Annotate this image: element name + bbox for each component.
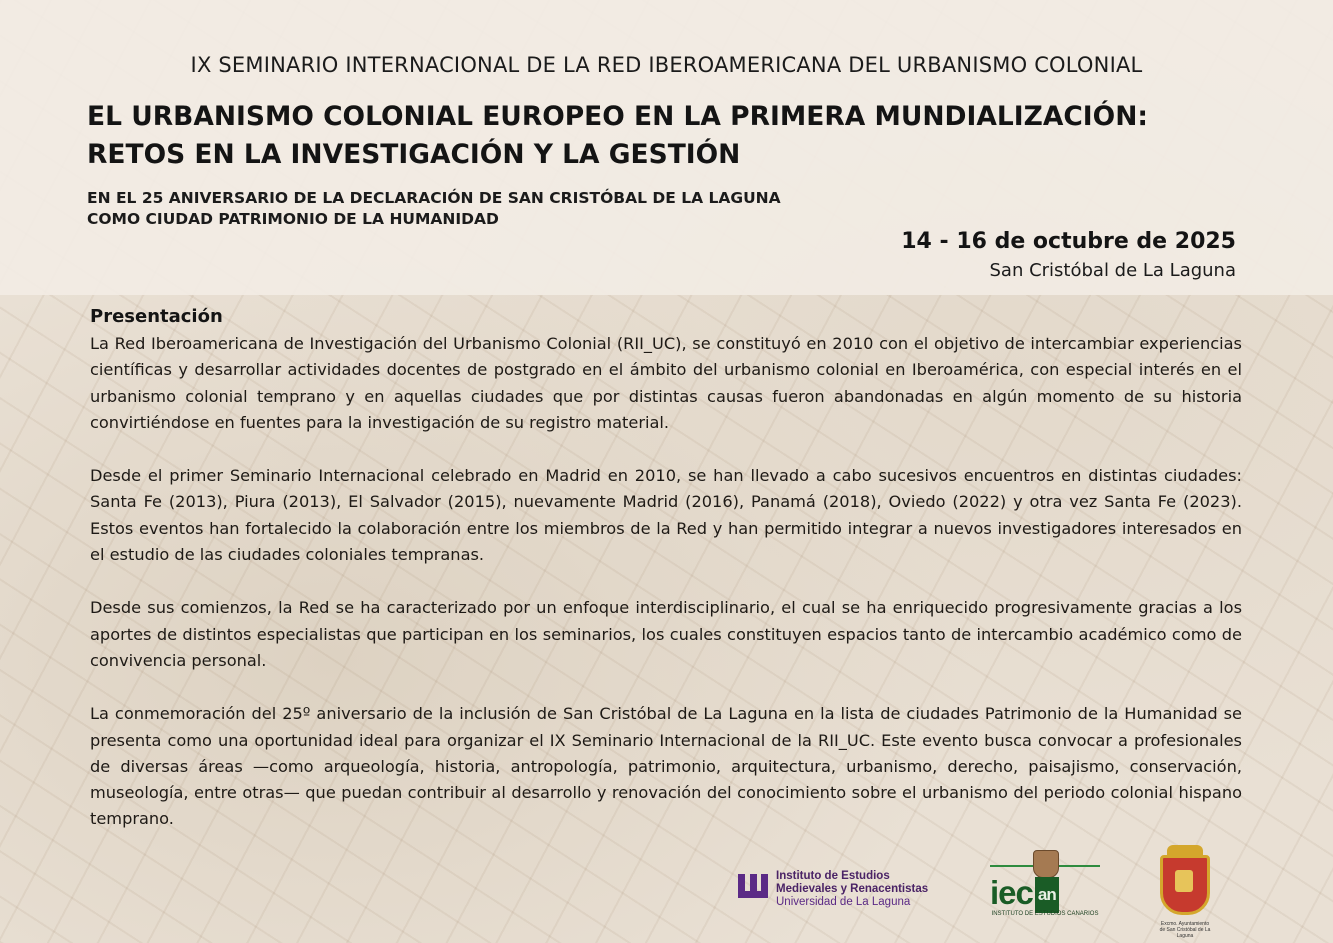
iemyr-university: Universidad de La Laguna (776, 896, 911, 908)
presentation-section (90, 306, 1242, 860)
subtitle-line-1: EN EL 25 ANIVERSARIO DE LA DECLARACIÓN DE SAN CRISTÓBAL DE LA LAGUNA (87, 189, 781, 207)
event-place: San Cristóbal de La Laguna (989, 260, 1236, 281)
iemyr-name-line-2: Medievales y Renacentistas (776, 883, 929, 895)
paragraph: La Red Iberoamericana de Investigación del Urbanismo Colonial (RII_UC), se constituyó en 2010 con el objetivo de intercambiar experiencias científicas y desarrollar actividades docentes de postgrado en el ámbito del urbanismo colonial en Iberoamérica, con especial interés en el urbanismo colonial temprano y en aquellas ciudades que por distintas causas fueron abandonadas en algún momento de su historia convirtiéndose en fuentes para la investigación de su registro material. (90, 334, 1242, 432)
main-title-line-2: RETOS EN LA INVESTIGACIÓN Y LA GESTIÓN (87, 139, 741, 170)
series-title: IX SEMINARIO INTERNACIONAL DE LA RED IBEROAMERICANA DEL URBANISMO COLONIAL (190, 53, 1143, 77)
iemyr-mark-icon (738, 874, 768, 898)
section-heading: Presentación (90, 306, 223, 327)
ayto-caption-line-2: de San Cristóbal de La Laguna (1159, 927, 1211, 939)
subtitle-line-2: COMO CIUDAD PATRIMONIO DE LA HUMANIDAD (87, 210, 499, 228)
main-title (87, 98, 1247, 174)
iecan-word: iec (990, 874, 1033, 911)
iecan-crest-icon (1033, 850, 1059, 878)
iecan-suffix: an (1035, 877, 1059, 913)
logo-iemyr (738, 870, 928, 909)
logo-ayuntamiento (1155, 845, 1215, 937)
paragraph: La conmemoración del 25º aniversario de la inclusión de San Cristóbal de La Laguna en la lista de ciudades Patrimonio de la Humanidad se presenta como una oportunidad ideal para organizar el IX Seminario Internacional de la RII_UC. Este evento busca convocar a profesionales de diversas áreas —como arqueología, historia, antropología, patrimonio, arquitectura, urbanismo, derecho, paisajismo, conservación, museología, entre otras— que puedan contribuir al desarrollo y renovación del conocimiento sobre el urbanismo del periodo colonial hispano temprano. (90, 704, 1242, 829)
logo-iecan (990, 850, 1100, 915)
event-date: 14 - 16 de octubre de 2025 (901, 229, 1236, 254)
logos-footer (0, 845, 1333, 943)
coat-of-arms-icon (1160, 855, 1210, 915)
iecan-caption: INSTITUTO DE ESTUDIOS CANARIOS (991, 911, 1099, 917)
crown-icon (1167, 845, 1203, 855)
main-title-line-1: EL URBANISMO COLONIAL EUROPEO EN LA PRIMERA MUNDIALIZACIÓN: (87, 101, 1148, 132)
iemyr-name-line-1: Instituto de Estudios (776, 870, 890, 882)
ayto-caption-line-1: Excmo. Ayuntamiento (1160, 921, 1210, 927)
paragraph: Desde el primer Seminario Internacional celebrado en Madrid en 2010, se han llevado a cabo sucesivos encuentros en distintas ciudades: Santa Fe (2013), Piura (2013), El Salvador (2015), nuevamente Madrid (2016), Panamá (2018), Oviedo (2022) y otra vez Santa Fe (2023). Estos eventos han fortalecido la colaboración entre los miembros de la Red y han permitido integrar a nuevos investigadores interesados en el estudio de las ciudades coloniales tempranas. (90, 466, 1242, 565)
paragraph: Desde sus comienzos, la Red se ha caracterizado por un enfoque interdisciplinario, el cual se ha enriquecido progresivamente gracias a los aportes de distintos especialistas que participan en los seminarios, los cuales constituyen espacios tanto de intercambio académico como de convivencia personal. (90, 598, 1242, 670)
subtitle (87, 188, 987, 230)
